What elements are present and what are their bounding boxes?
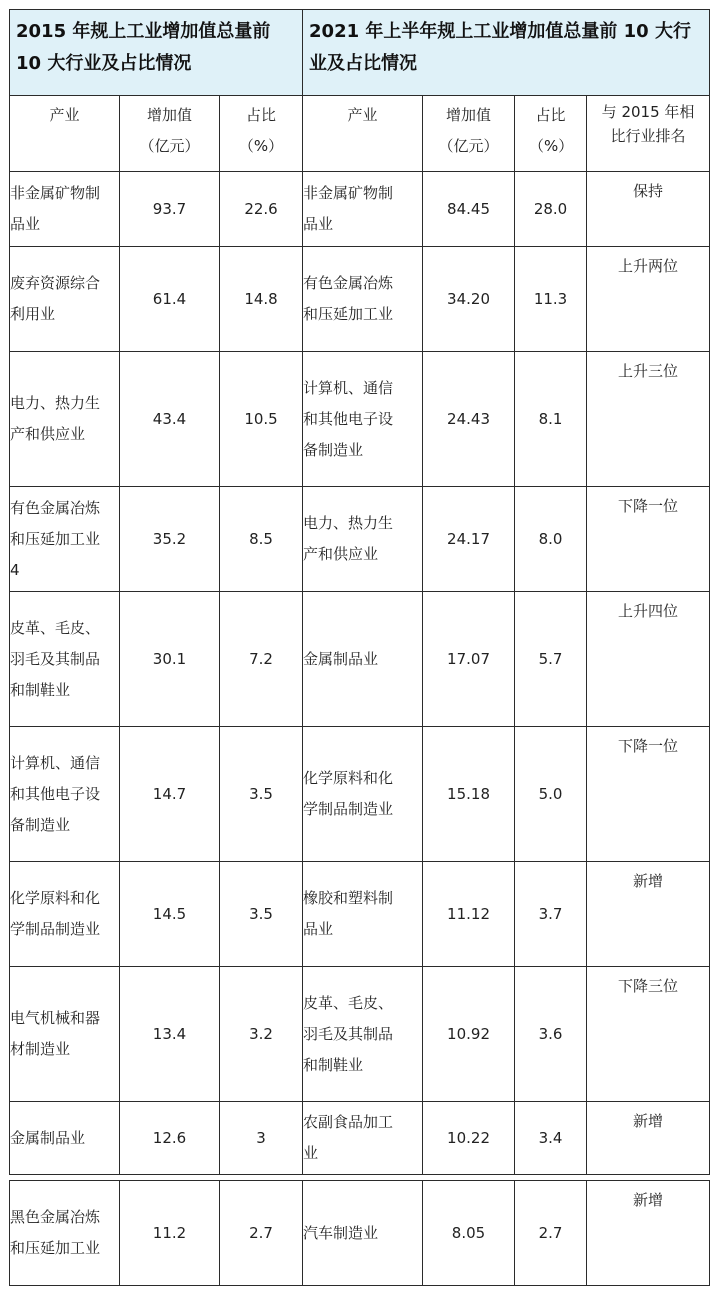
rank-change: 上升两位 — [587, 247, 710, 352]
share-2015: 22.6 — [220, 172, 303, 247]
industry-2015: 皮革、毛皮、羽毛及其制品和制鞋业 — [10, 592, 120, 727]
value-2021: 10.92 — [423, 967, 515, 1102]
share-2021: 2.7 — [515, 1181, 587, 1286]
value-2021: 84.45 — [423, 172, 515, 247]
value-2021: 15.18 — [423, 727, 515, 862]
value-2015: 30.1 — [120, 592, 220, 727]
table-row — [10, 172, 710, 247]
value-2015: 35.2 — [120, 487, 220, 592]
industry-2021: 非金属矿物制品业 — [303, 172, 423, 247]
industry-2021: 橡胶和塑料制品业 — [303, 862, 423, 967]
industry-2015: 电力、热力生产和供应业 — [10, 352, 120, 487]
value-2015: 93.7 — [120, 172, 220, 247]
industry-2021: 化学原料和化学制品制造业 — [303, 727, 423, 862]
industry-2015: 化学原料和化学制品制造业 — [10, 862, 120, 967]
value-2021: 17.07 — [423, 592, 515, 727]
col-rank-change: 与 2015 年相比行业排名 — [587, 96, 710, 172]
col-value-2021: 增加值（亿元） — [423, 96, 515, 172]
value-2015: 61.4 — [120, 247, 220, 352]
table-row — [10, 727, 710, 862]
title-2021: 2021 年上半年规上工业增加值总量前 10 大行业及占比情况 — [303, 10, 710, 96]
share-2015: 14.8 — [220, 247, 303, 352]
rank-change: 保持 — [587, 172, 710, 247]
col-industry-2015: 产业 — [10, 96, 120, 172]
share-2015: 10.5 — [220, 352, 303, 487]
rank-change: 新增 — [587, 862, 710, 967]
table-row — [10, 592, 710, 727]
rank-change: 下降一位 — [587, 727, 710, 862]
table-row — [10, 247, 710, 352]
title-2015: 2015 年规上工业增加值总量前 10 大行业及占比情况 — [10, 10, 303, 96]
industry-2021: 计算机、通信和其他电子设备制造业 — [303, 352, 423, 487]
share-2015: 3.2 — [220, 967, 303, 1102]
industry-2021: 电力、热力生产和供应业 — [303, 487, 423, 592]
industry-2015: 有色金属冶炼和压延加工业 4 — [10, 487, 120, 592]
value-2015: 13.4 — [120, 967, 220, 1102]
table-row — [10, 487, 710, 592]
table-row — [10, 1102, 710, 1175]
share-2015: 3 — [220, 1102, 303, 1175]
value-2015: 14.5 — [120, 862, 220, 967]
industry-2015: 黑色金属冶炼和压延加工业 — [10, 1181, 120, 1286]
column-header-row — [10, 96, 710, 172]
industry-2021: 金属制品业 — [303, 592, 423, 727]
share-2015: 8.5 — [220, 487, 303, 592]
share-2015: 3.5 — [220, 862, 303, 967]
share-2021: 5.0 — [515, 727, 587, 862]
share-2021: 3.4 — [515, 1102, 587, 1175]
industry-2015: 废弃资源综合利用业 — [10, 247, 120, 352]
value-2015: 14.7 — [120, 727, 220, 862]
industry-table — [9, 9, 710, 1175]
industry-2015: 金属制品业 — [10, 1102, 120, 1175]
industry-2021: 有色金属冶炼和压延加工业 — [303, 247, 423, 352]
rank-change: 新增 — [587, 1181, 710, 1286]
value-2015: 11.2 — [120, 1181, 220, 1286]
share-2021: 8.0 — [515, 487, 587, 592]
share-2015: 2.7 — [220, 1181, 303, 1286]
title-row — [10, 10, 710, 96]
share-2021: 3.7 — [515, 862, 587, 967]
table-row — [10, 352, 710, 487]
share-2021: 3.6 — [515, 967, 587, 1102]
industry-2015: 计算机、通信和其他电子设备制造业 — [10, 727, 120, 862]
value-2021: 24.17 — [423, 487, 515, 592]
value-2015: 43.4 — [120, 352, 220, 487]
rank-change: 上升四位 — [587, 592, 710, 727]
share-2021: 8.1 — [515, 352, 587, 487]
share-2015: 7.2 — [220, 592, 303, 727]
value-2021: 24.43 — [423, 352, 515, 487]
share-2021: 28.0 — [515, 172, 587, 247]
col-share-2021: 占比（%） — [515, 96, 587, 172]
value-2021: 10.22 — [423, 1102, 515, 1175]
table-row — [10, 862, 710, 967]
share-2021: 5.7 — [515, 592, 587, 727]
share-2021: 11.3 — [515, 247, 587, 352]
rank-change: 下降三位 — [587, 967, 710, 1102]
col-share-2015: 占比（%） — [220, 96, 303, 172]
industry-2015: 非金属矿物制品业 — [10, 172, 120, 247]
rank-change: 上升三位 — [587, 352, 710, 487]
share-2015: 3.5 — [220, 727, 303, 862]
col-value-2015: 增加值（亿元） — [120, 96, 220, 172]
industry-2021: 农副食品加工业 — [303, 1102, 423, 1175]
table-row — [10, 1181, 710, 1286]
value-2021: 11.12 — [423, 862, 515, 967]
rank-change: 下降一位 — [587, 487, 710, 592]
value-2021: 8.05 — [423, 1181, 515, 1286]
value-2015: 12.6 — [120, 1102, 220, 1175]
industry-2021: 皮革、毛皮、羽毛及其制品和制鞋业 — [303, 967, 423, 1102]
industry-table-last-row — [9, 1180, 710, 1286]
table-row — [10, 967, 710, 1102]
rank-change: 新增 — [587, 1102, 710, 1175]
industry-2021: 汽车制造业 — [303, 1181, 423, 1286]
value-2021: 34.20 — [423, 247, 515, 352]
industry-2015: 电气机械和器材制造业 — [10, 967, 120, 1102]
col-industry-2021: 产业 — [303, 96, 423, 172]
